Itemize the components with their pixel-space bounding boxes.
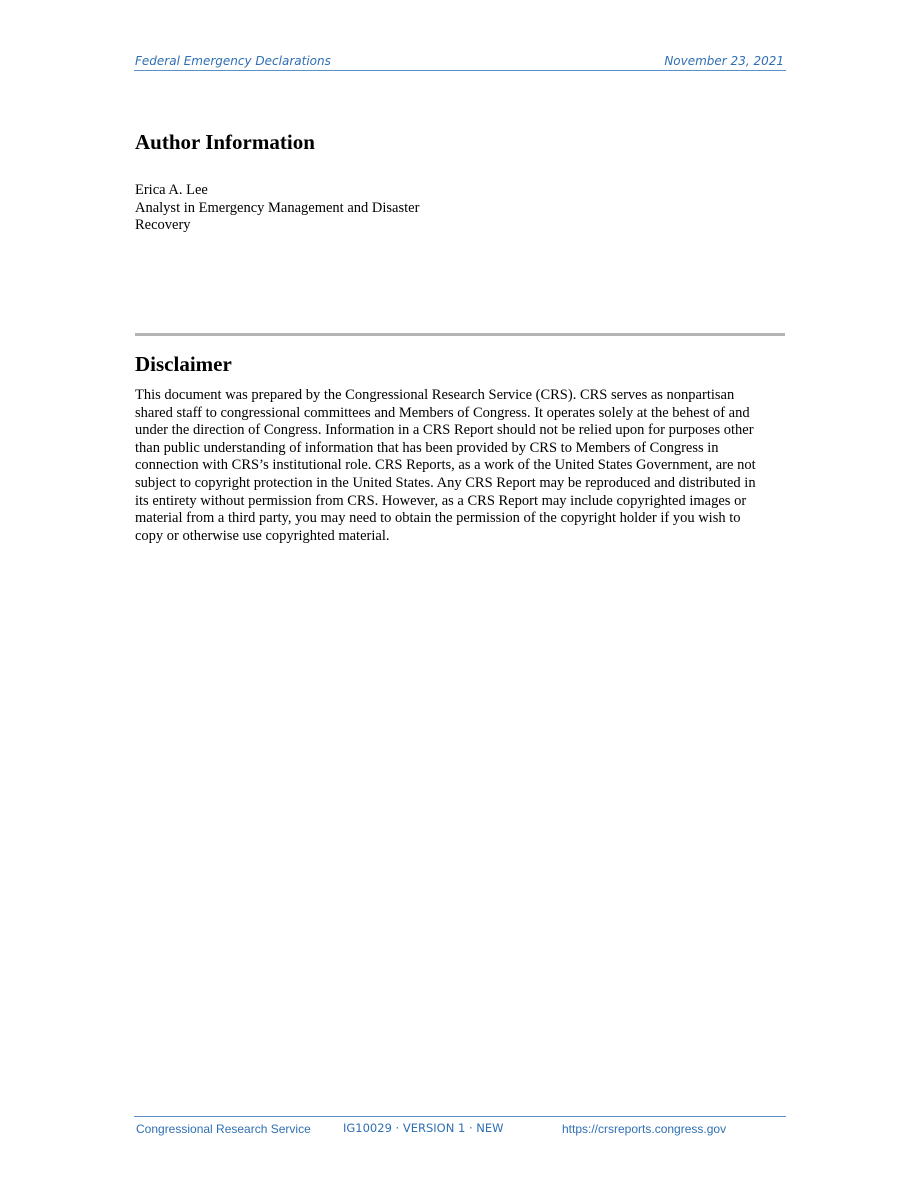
disclaimer-line: its entirety without permission from CRS. However, as a CRS Report may include copyrighted images or	[135, 492, 747, 509]
footer-url-link[interactable]: https://crsreports.congress.gov	[562, 1122, 727, 1136]
disclaimer-line: connection with CRS’s institutional role. CRS Reports, as a work of the United States Government, are not	[135, 457, 756, 474]
disclaimer-line: material from a third party, you may need to obtain the permission of the copyright holder if you wish to	[135, 510, 741, 527]
page-footer	[134, 1116, 786, 1141]
disclaimer-line: This document was prepared by the Congressional Research Service (CRS). CRS serves as nonpartisan	[135, 387, 735, 403]
disclaimer-line: shared staff to congressional committees and Members of Congress. It operates solely at the behest of and	[135, 404, 750, 421]
disclaimer-line: than public understanding of information that has been provided by CRS to Members of Congress in	[135, 439, 719, 456]
disclaimer-text	[135, 387, 795, 545]
page-header	[134, 54, 786, 71]
footer-report-code: IG10029 · VERSION 1 · NEW	[343, 1121, 504, 1135]
author-block	[135, 182, 465, 235]
author-information-heading: Author Information	[135, 130, 315, 154]
section-divider	[135, 333, 785, 336]
author-title-line-2: Recovery	[135, 217, 191, 233]
header-report-title: Federal Emergency Declarations	[135, 54, 331, 68]
author-name: Erica A. Lee	[135, 182, 208, 198]
disclaimer-heading: Disclaimer	[135, 352, 232, 376]
author-title-line-1: Analyst in Emergency Management and Disaster	[135, 199, 420, 216]
footer-organization: Congressional Research Service	[136, 1122, 311, 1136]
header-date: November 23, 2021	[664, 54, 784, 68]
disclaimer-line: subject to copyright protection in the United States. Any CRS Report may be reproduced and distributed in	[135, 474, 756, 491]
disclaimer-line: copy or otherwise use copyrighted material.	[135, 527, 390, 544]
disclaimer-line: under the direction of Congress. Information in a CRS Report should not be relied upon for purposes other	[135, 422, 754, 439]
